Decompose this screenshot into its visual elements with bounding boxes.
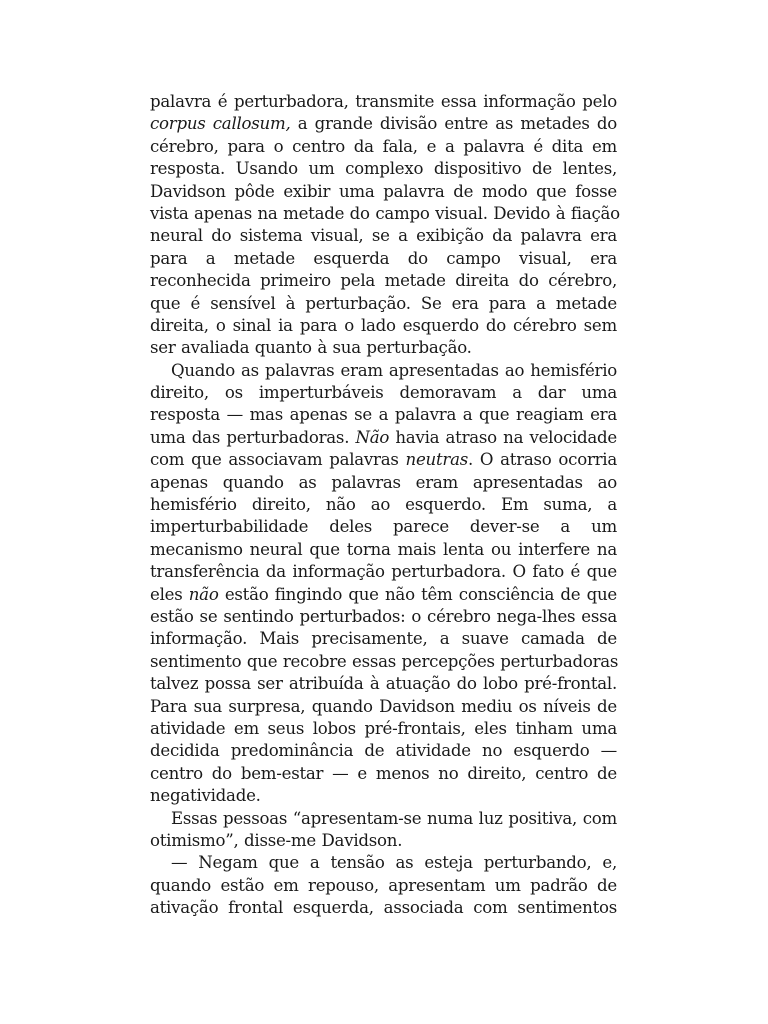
text-segment: imperturbabilidade deles parece dever-se a um bbox=[150, 517, 617, 537]
text-line bbox=[150, 673, 617, 695]
text-line bbox=[150, 897, 617, 919]
text-line bbox=[150, 763, 617, 785]
text-line bbox=[150, 315, 617, 337]
text-segment: vista apenas na metade do campo visual. Devido à fiação bbox=[150, 203, 620, 223]
text-segment: apenas quando as palavras eram apresentadas ao bbox=[150, 472, 617, 492]
text-segment: talvez possa ser atribuída à atuação do lobo pré-frontal. bbox=[150, 674, 617, 694]
italic-text-segment: neutras bbox=[405, 450, 468, 470]
text-segment: Quando as palavras eram apresentadas ao hemisfério bbox=[171, 360, 617, 380]
text-line bbox=[150, 113, 617, 135]
text-segment: que é sensível à perturbação. Se era para a metade bbox=[150, 293, 617, 313]
text-line bbox=[150, 382, 617, 404]
text-line bbox=[150, 248, 617, 270]
text-segment: resposta — mas apenas se a palavra a que reagiam era bbox=[150, 405, 617, 425]
text-segment: Para sua surpresa, quando Davidson mediu os níveis de bbox=[150, 696, 617, 716]
text-segment: negatividade. bbox=[150, 786, 261, 806]
text-segment: ser avaliada quanto à sua perturbação. bbox=[150, 338, 472, 358]
text-segment: neural do sistema visual, se a exibição da palavra era bbox=[150, 226, 617, 246]
text-line bbox=[150, 808, 617, 830]
text-segment: — Negam que a tensão as esteja perturbando, e, bbox=[171, 853, 617, 873]
text-segment: reconhecida primeiro pela metade direita do cérebro, bbox=[150, 271, 617, 291]
text-segment: atividade em seus lobos pré-frontais, eles tinham uma bbox=[150, 718, 617, 738]
text-line bbox=[150, 852, 617, 874]
text-segment: transferência da informação perturbadora. O fato é que bbox=[150, 562, 617, 582]
text-segment: estão se sentindo perturbados: o cérebro nega-lhes essa bbox=[150, 606, 617, 626]
text-line bbox=[150, 875, 617, 897]
text-line bbox=[150, 293, 617, 315]
text-line bbox=[150, 225, 617, 247]
italic-text-segment: Não bbox=[355, 427, 390, 447]
text-line bbox=[150, 203, 620, 225]
text-segment: otimismo”, disse-me Davidson. bbox=[150, 830, 403, 850]
text-line bbox=[150, 181, 617, 203]
text-line bbox=[150, 539, 617, 561]
text-segment: palavra é perturbadora, transmite essa informação pelo bbox=[150, 92, 617, 111]
text-segment: estão fingindo que não têm consciência de que bbox=[218, 584, 617, 604]
text-segment: ativação frontal esquerda, associada com sentimentos bbox=[150, 898, 617, 918]
text-line bbox=[150, 628, 617, 650]
text-line bbox=[150, 584, 617, 606]
text-line bbox=[150, 427, 617, 449]
text-segment: mecanismo neural que torna mais lenta ou interfere na bbox=[150, 539, 617, 559]
italic-text-segment: corpus callosum, bbox=[150, 114, 291, 134]
text-segment: decidida predominância de atividade no esquerdo — bbox=[150, 741, 617, 761]
text-line bbox=[150, 404, 617, 426]
text-segment: hemisfério direito, não ao esquerdo. Em suma, a bbox=[150, 495, 617, 515]
text-line bbox=[150, 740, 617, 762]
text-line bbox=[150, 785, 617, 807]
text-segment: uma das perturbadoras. bbox=[150, 427, 356, 447]
text-segment: direita, o sinal ia para o lado esquerdo do cérebro sem bbox=[150, 315, 617, 335]
text-segment: resposta. Usando um complexo dispositivo de lentes, bbox=[150, 159, 617, 179]
text-segment: eles bbox=[150, 584, 189, 604]
text-line bbox=[150, 270, 617, 292]
text-segment: Essas pessoas “apresentam-se numa luz positiva, com bbox=[171, 808, 617, 828]
text-line bbox=[150, 472, 617, 494]
text-segment: Davidson pôde exibir uma palavra de modo que fosse bbox=[150, 181, 617, 201]
text-line bbox=[150, 516, 617, 538]
text-segment: sentimento que recobre essas percepções perturbadoras bbox=[150, 651, 619, 671]
page-body bbox=[150, 91, 620, 919]
text-line bbox=[150, 651, 617, 673]
text-line bbox=[150, 136, 617, 158]
text-line bbox=[150, 696, 617, 718]
text-segment: para a metade esquerda do campo visual, era bbox=[150, 248, 617, 268]
text-line bbox=[150, 561, 617, 583]
text-segment: centro do bem-estar — e menos no direito, centro de bbox=[150, 763, 617, 783]
text-line bbox=[150, 606, 617, 628]
text-segment: informação. Mais precisamente, a suave camada de bbox=[150, 629, 617, 649]
text-segment: quando estão em repouso, apresentam um padrão de bbox=[150, 875, 617, 895]
text-line bbox=[150, 91, 617, 113]
text-segment: a grande divisão entre as metades do bbox=[290, 114, 617, 134]
text-segment: com que associavam palavras bbox=[150, 450, 406, 470]
text-line bbox=[150, 449, 617, 471]
text-line bbox=[150, 158, 617, 180]
text-segment: direito, os imperturbáveis demoravam a dar uma bbox=[150, 383, 617, 403]
italic-text-segment: não bbox=[188, 584, 219, 604]
text-line bbox=[150, 494, 617, 516]
text-segment: havia atraso na velocidade bbox=[389, 427, 617, 447]
text-line bbox=[150, 718, 617, 740]
text-segment: . O atraso ocorria bbox=[468, 450, 618, 470]
text-line bbox=[150, 337, 617, 359]
text-segment: cérebro, para o centro da fala, e a palavra é dita em bbox=[150, 136, 617, 156]
text-line bbox=[150, 360, 617, 382]
text-line bbox=[150, 830, 617, 852]
